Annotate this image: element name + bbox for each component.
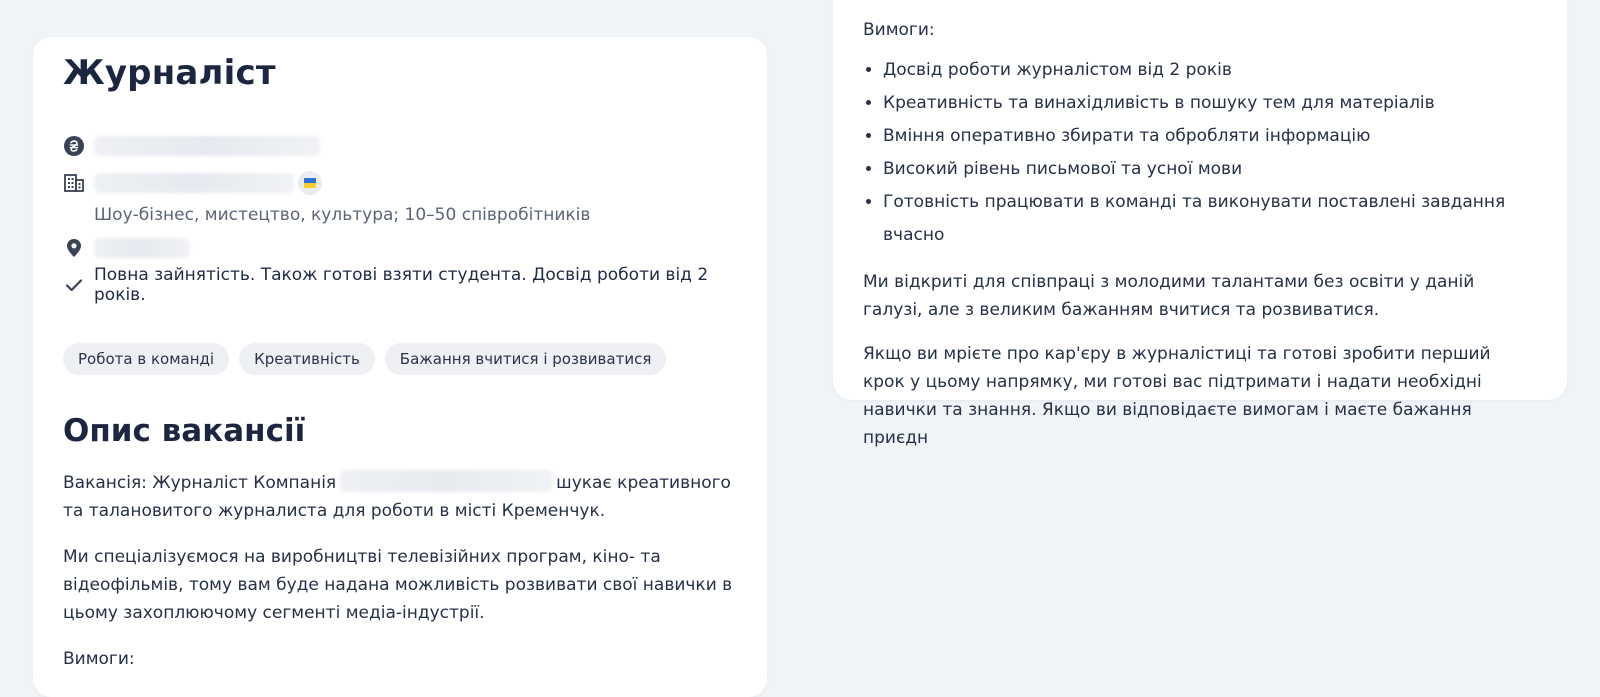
job-title: Журналіст — [63, 53, 276, 93]
company-name-redacted[interactable] — [94, 173, 294, 193]
paragraph-career: Якщо ви мрієте про кар'єру в журналістиці та готові зробити перший крок у цьому напрямку, ми готові вас підтримати і надати необхідні навички та знання. Якщо ви відповідаєте вимогам і маєте бажання приєдн — [863, 344, 1491, 448]
employment-row — [63, 266, 737, 303]
ukraine-flag-icon — [298, 171, 322, 195]
company-row — [63, 164, 737, 201]
location-row — [63, 229, 737, 266]
location-pin-icon — [63, 237, 85, 259]
requirement-item: • Готовність працювати в команді та виконувати поставлені завдання вчасно — [883, 186, 1537, 252]
intro-before-company: Вакансія: Журналіст Компанія — [63, 473, 337, 493]
salary-value-redacted — [94, 136, 320, 156]
company-description: Шоу-бізнес, мистецтво, культура; 10–50 співробітників — [94, 205, 591, 225]
checkmark-icon — [63, 274, 85, 296]
requirement-item: • Досвід роботи журналістом від 2 років — [883, 54, 1537, 87]
tag-teamwork: Робота в команді — [63, 343, 229, 375]
description-specialization: Ми спеціалізуємося на виробництві телевізійних програм, кіно- та відеофільмів, тому вам буде надана можливість розвивати свої навички в цьому захоплюючому сегменті медіа-індустрії. — [63, 547, 733, 623]
requirements-label-right: Вимоги: — [863, 20, 935, 40]
employment-summary: Повна зайнятість. Також готові взяти студента. Досвід роботи від 2 років. — [94, 264, 709, 305]
requirements-list — [863, 54, 1537, 252]
tag-willingness-to-learn: Бажання вчитися і розвиватися — [385, 343, 667, 375]
hryvnia-icon — [63, 135, 85, 157]
requirement-item: • Креативність та винахідливість в пошуку тем для матеріалів — [883, 87, 1537, 120]
building-icon — [63, 172, 85, 194]
requirement-item: • Високий рівень письмової та усної мови — [883, 153, 1537, 186]
location-value-redacted — [94, 238, 190, 258]
vacancy-description-continued — [833, 0, 1567, 448]
skill-tags — [63, 343, 737, 375]
vacancy-meta — [63, 127, 737, 303]
intro-after-company: шукає креативного та талановитого журналиста для роботи в місті Кременчук. — [63, 473, 731, 521]
requirements-label: Вимоги: — [63, 649, 135, 669]
vacancy-card — [33, 37, 767, 697]
company-name-inline-redacted — [340, 470, 552, 492]
salary-row — [63, 127, 737, 164]
requirement-item: • Вміння оперативно збирати та обробляти інформацію — [883, 120, 1537, 153]
tag-creativity: Креативність — [239, 343, 375, 375]
description-intro — [63, 469, 737, 525]
description-title: Опис вакансії — [63, 413, 306, 449]
paragraph-open-to-juniors: Ми відкриті для співпраці з молодими талантами без освіти у даній галузі, але з великим бажанням вчитися та розвиватися. — [863, 272, 1475, 320]
